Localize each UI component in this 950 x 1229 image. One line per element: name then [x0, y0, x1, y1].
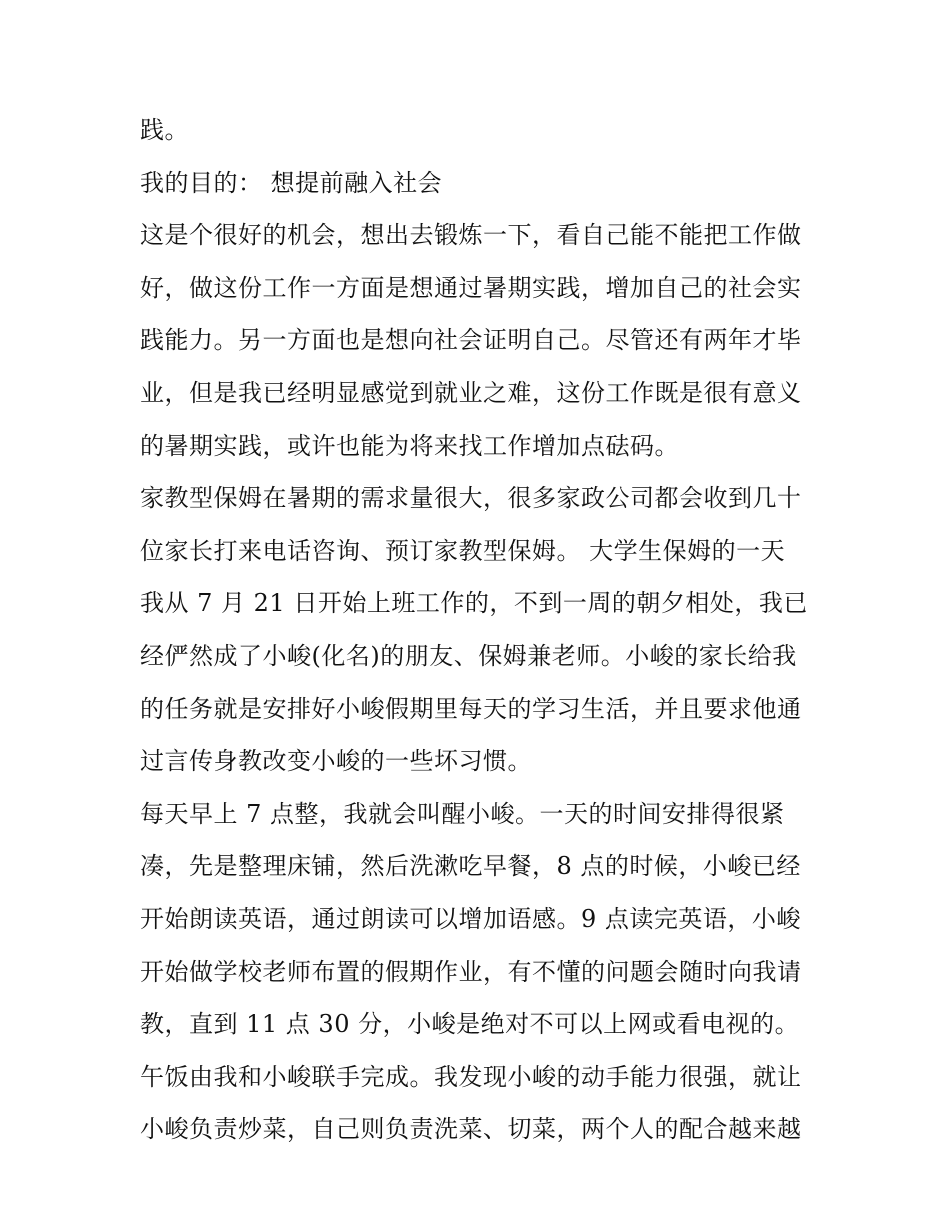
text-line: 践能力。另一方面也是想向社会证明自己。尽管还有两年才毕	[140, 326, 802, 355]
text-line: 我从 7 月 21 日开始上班工作的，不到一周的朝夕相处，我已	[140, 589, 808, 618]
text-line: 的暑期实践，或许也能为将来找工作增加点砝码。	[140, 431, 679, 460]
text-line: 这是个很好的机会，想出去锻炼一下，看自己能不能把工作做	[140, 221, 802, 250]
text-line: 小峻负责炒菜，自己则负责洗菜、切菜，两个人的配合越来越	[140, 1115, 802, 1144]
text-line: 家教型保姆在暑期的需求量很大，很多家政公司都会收到几十	[140, 484, 802, 513]
text-line: 教，直到 11 点 30 分，小峻是绝对不可以上网或看电视的。	[140, 1010, 800, 1039]
text-line: 经俨然成了小峻(化名)的朋友、保姆兼老师。小峻的家长给我	[140, 641, 797, 670]
text-line: 开始做学校老师布置的假期作业，有不懂的问题会随时向我请	[140, 957, 802, 986]
text-line: 我的目的： 想提前融入社会	[140, 168, 443, 197]
text-line: 凑，先是整理床铺，然后洗漱吃早餐，8 点的时候，小峻已经	[140, 852, 801, 881]
text-line: 每天早上 7 点整，我就会叫醒小峻。一天的时间安排得很紧	[140, 799, 785, 828]
text-line: 过言传身教改变小峻的一些坏习惯。	[140, 747, 532, 776]
text-line: 业，但是我已经明显感觉到就业之难，这份工作既是很有意义	[140, 378, 802, 407]
text-line: 的任务就是安排好小峻假期里每天的学习生活，并且要求他通	[140, 694, 802, 723]
document-body	[140, 108, 830, 1160]
text-line: 午饭由我和小峻联手完成。我发现小峻的动手能力很强，就让	[140, 1062, 802, 1091]
text-line: 践。	[140, 116, 189, 144]
text-line: 位家长打来电话咨询、预订家教型保姆。 大学生保姆的一天	[140, 536, 786, 565]
text-line: 开始朗读英语，通过朗读可以增加语感。9 点读完英语，小峻	[140, 904, 801, 933]
text-line: 好，做这份工作一方面是想通过暑期实践，增加自己的社会实	[140, 273, 802, 302]
